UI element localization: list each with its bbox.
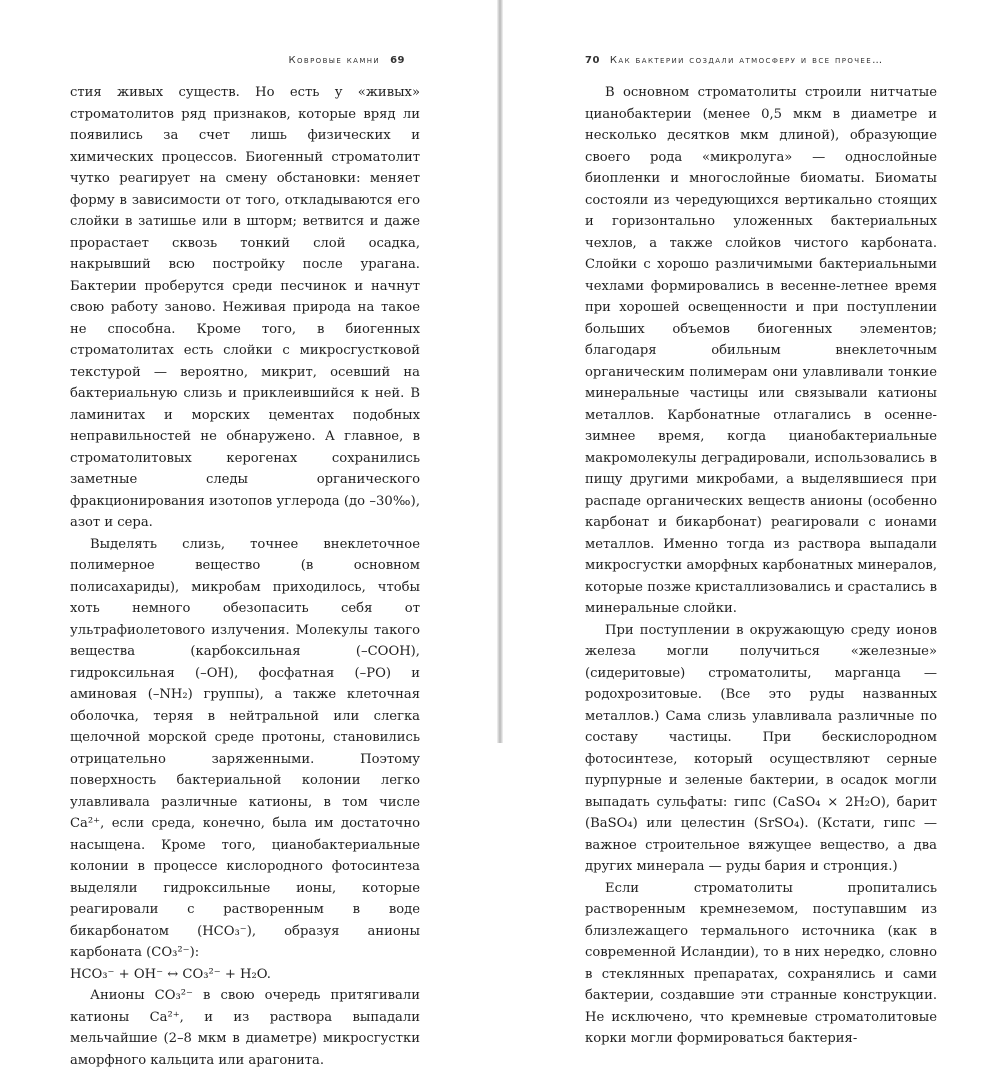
right-body-text [585,82,937,1050]
right-running-head-title: Как бактерии создали атмосферу и все прочее… [609,55,884,66]
right-page [503,0,1000,1046]
left-running-head-title: Ковровые камни [288,55,381,66]
right-paragraph-2: При поступлении в окружающую среду ионов железа могли получиться «железные» (сидеритовые) строматолиты, марганца — родохрозитовые. (Все это руды названных металлов.) Сама слизь улавливала различные по составу частицы. При бескислородном фотосинтезе, который осуществляют серные пурпурные и зеленые бактерии, в осадок могли выпадать сульфаты: гипс (CaSO₄ × 2H₂O), барит (BaSO₄) или целестин (SrSO₄). (Кстати, гипс — важное строительное вяжущее вещество, а два других минерала — руды бария и стронция.) [585,622,937,874]
right-paragraph-3: Если строматолиты пропитались растворенным кремнеземом, поступавшим из близлежащего термального источника (как в современной Исландии), то в них нередко, словно в стеклянных препаратах, сохранялись и сами бактерии, создавшие эти странные конструкции. Не исключено, что кремневые строматолитовые корки могли формироваться бактерия- [585,880,937,1046]
left-paragraph-3: Анионы CO₃²⁻ в свою очередь притягивали катионы Ca²⁺, и из раствора выпадали мельчайшие (2–8 мкм в диаметре) микросгустки аморфного кальцита или арагонита. [70,988,420,1068]
left-running-head [288,55,415,66]
right-running-head [585,55,883,66]
left-page-number: 69 [390,55,405,66]
left-body-text [70,82,420,1071]
left-paragraph-1: стия живых существ. Но есть у «живых» строматолитов ряд признаков, которые вряд ли появились за счет лишь физических и химических процессов. Биогенный строматолит чутко реагирует на смену обстановки: меняет форму в зависимости от того, откладываются его слойки в затишье или в шторм; ветвится и даже прорастает сквозь тонкий слой осадка, накрывший всю постройку после урагана. Бактерии проберутся среди песчинок и начнут свою работу заново. Неживая природа на такое не способна. Кроме того, в биогенных строматолитах есть слойки с микросгустковой текстурой — вероятно, микрит, осевший на бактериальную слизь и приклеившийся к ней. В ламинитах и морских цементах подобных неправильностей не обнаружено. А главное, в строматолитовых керогенах сохранились заметные следы органического фракционирования изотопов углерода (до –30‰), азот и сера. [70,85,420,530]
left-page [0,0,497,1068]
right-paragraph-1: В основном строматолиты строили нитчатые цианобактерии (менее 0,5 мкм в диаметре и несколько десятков мкм длиной), образующие своего рода «микролуга» — однослойные биопленки и многослойные биоматы. Биоматы состояли из чередующихся вертикально стоящих и горизонтально уложенных бактериальных чехлов, а также слойков чистого карбоната. Слойки с хорошо различимыми бактериальными чехлами формировались в весенне-летнее время при хорошей освещенности и при поступлении больших объемов биогенных элементов; благодаря обильным внеклеточным органическим полимерам они улавливали тонкие минеральные частицы или связывали катионы металлов. Карбонатные отлагались в осенне-зимнее время, когда цианобактериальные макромолекулы деградировали, использовались в пищу другими микробами, а выделявшиеся при распаде органических веществ анионы (особенно карбонат и бикарбонат) реагировали с ионами металлов. Именно тогда из раствора выпадали микросгустки аморфных карбонатных минералов, которые позже кристаллизовались и срастались в минеральные слойки. [585,85,937,616]
left-paragraph-2: Выделять слизь, точнее внеклеточное полимерное вещество (в основном полисахариды), микробам приходилось, чтобы хоть немного обезопасить себя от ультрафиолетового излучения. Молекулы такого вещества (карбоксильная (–COOH), гидроксильная (–OH), фосфатная (–PO) и аминовая (–NH₂) группы), а также клеточная оболочка, теряя в нейтральной или слегка щелочной морской среде протоны, становились отрицательно заряженными. Поэтому поверхность бактериальной колонии легко улавливала различные катионы, в том числе Ca²⁺, если среда, конечно, была им достаточно насыщена. Кроме того, цианобактериальные колонии в процессе кислородного фотосинтеза выделяли гидроксильные ионы, которые реагировали с растворенным в воде бикарбонатом (HCO₃⁻), образуя анионы карбоната (CO₃²⁻): [70,536,420,960]
carbonate-formula: HCO₃⁻ + OH⁻ ↔ CO₃²⁻ + H₂O. [70,966,271,982]
right-page-number: 70 [585,55,600,66]
